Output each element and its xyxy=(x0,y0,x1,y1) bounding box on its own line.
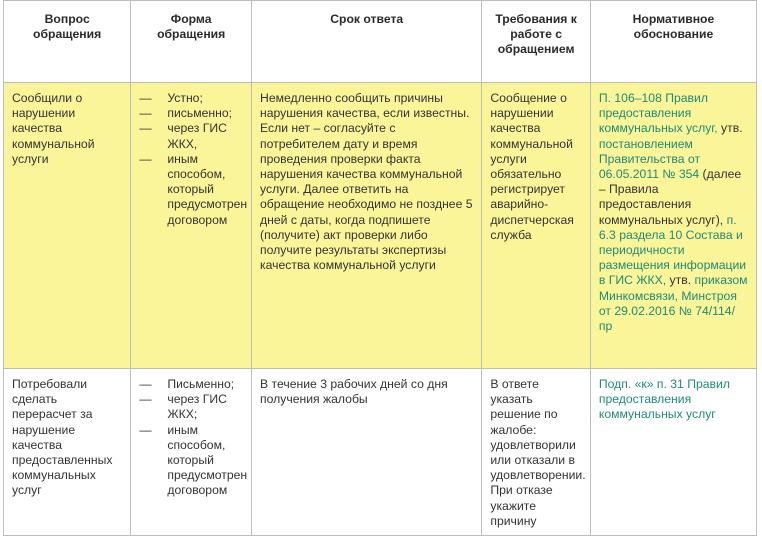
header-form: Форма обращения xyxy=(131,1,252,83)
list-item: — письменно; xyxy=(139,106,243,121)
table-row xyxy=(4,83,757,369)
header-deadline: Срок ответа xyxy=(252,1,482,83)
list-item: — иным способом, который предусмотрен договором xyxy=(139,423,243,499)
cell-question: Сообщили о нарушении качества коммунальной услуги xyxy=(4,83,131,369)
basis-link-gis[interactable]: п. 6.3 раздела 10 Состава и периодичности размещения информации в ГИС ЖКХ, xyxy=(598,212,747,288)
list-item: — через ГИС ЖКХ; xyxy=(139,392,243,422)
basis-link-rules[interactable]: П. 106–108 Правил предоставления коммунальных услуг, xyxy=(598,91,718,136)
cell-deadline: Немедленно сообщить причины нарушения качества, если известны. Если нет – согласуйте с потребителем дату и время проведения проверки факта нарушения качества коммунальной услуги. Далее ответить на обращение необходимо не позднее 5 дней с даты, когда подпишете (получите) акт проверки либо получите результаты экспертизы качества коммунальной услуги xyxy=(252,83,482,369)
cell-requirements: Сообщение о нарушении качества коммунальной услуги обязательно регистрирует аварийно-диспетчерская служба xyxy=(482,83,591,369)
list-item: — Устно; xyxy=(139,91,243,106)
header-basis: Нормативное обоснование xyxy=(590,1,756,83)
table-row xyxy=(4,369,757,536)
cell-forms xyxy=(131,83,252,369)
list-item: — через ГИС ЖКХ, xyxy=(139,121,243,151)
cell-question: Потребовали сделать перерасчет за нарушение качества предоставленных коммунальных услуг xyxy=(4,369,131,536)
list-item: — иным способом, который предусмотрен договором xyxy=(139,152,243,228)
cell-requirements: В ответе указать решение по жалобе: удовлетворили или отказали в удовлетворении. При отказе укажите причину xyxy=(482,369,591,536)
basis-text: утв. xyxy=(717,121,743,136)
cell-basis xyxy=(590,369,756,536)
cell-basis xyxy=(590,83,756,369)
forms-list xyxy=(139,91,248,228)
basis-link-order[interactable]: приказом Минкомсвязи, Минстроя от 29.02.2016 № 74/114/пр xyxy=(598,273,748,334)
cell-forms xyxy=(131,369,252,536)
appeals-table xyxy=(3,0,757,536)
header-question: Вопрос обращения xyxy=(4,1,131,83)
basis-link-resolution[interactable]: постановлением Правительства от 06.05.2011 № 354 xyxy=(598,136,701,182)
table-header-row xyxy=(4,1,757,83)
cell-deadline: В течение 3 рабочих дней со дня получения жалобы xyxy=(252,369,482,536)
basis-text: утв. xyxy=(666,273,695,288)
list-item: — Письменно; xyxy=(139,377,243,392)
basis-link-rules[interactable]: Подп. «к» п. 31 Правил предоставления коммунальных услуг xyxy=(598,377,730,422)
basis-text: (далее – Правила предоставления коммунальных услуг), xyxy=(598,167,742,227)
header-requirements: Требования к работе с обращением xyxy=(482,1,591,83)
forms-list xyxy=(139,377,248,499)
